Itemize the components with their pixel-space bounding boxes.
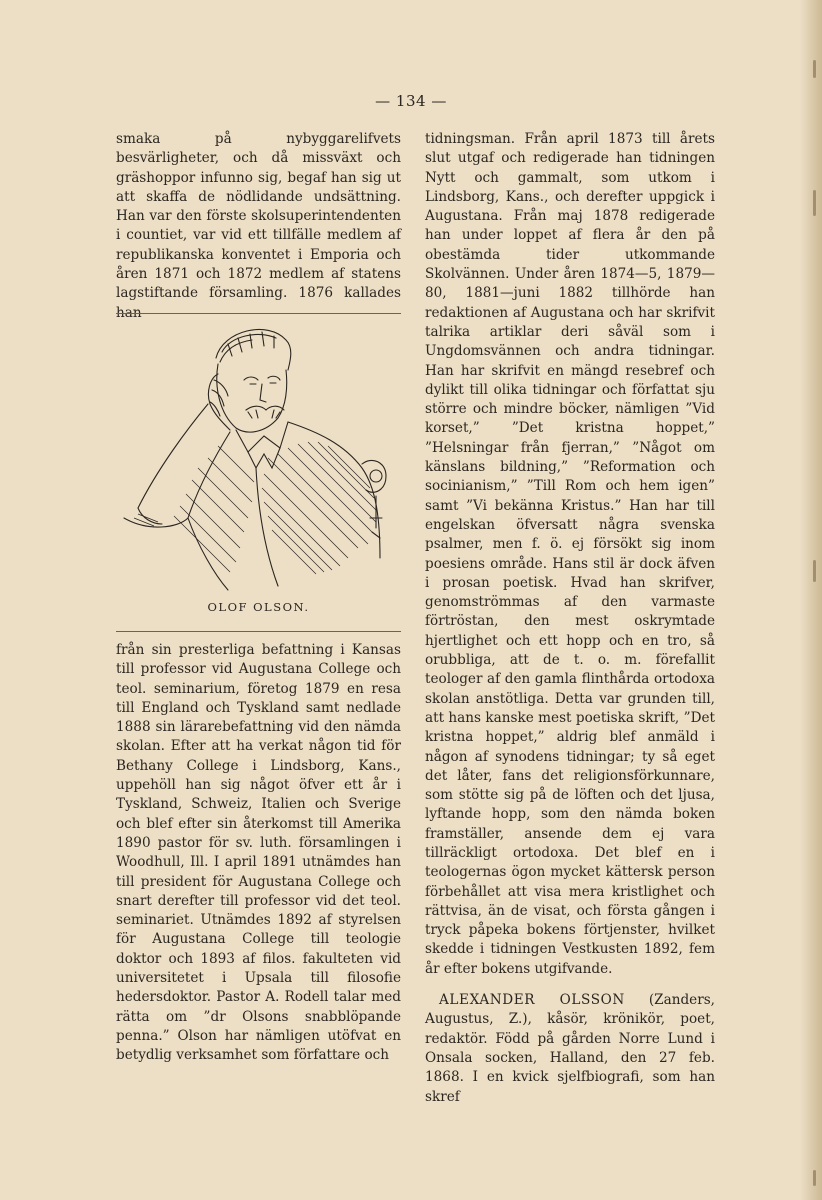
left-column-bottom xyxy=(116,641,401,1066)
edge-mark xyxy=(813,60,816,78)
edge-mark xyxy=(813,190,816,216)
right-column xyxy=(425,130,715,1107)
paragraph: från sin presterliga befattning i Kansas till professor vid Augustana College och teol. seminarium, företog 1879 en resa till England och Tyskland samt nedlade 1888 sin lärarebefattning vid den nämda skolan. Efter att ha verkat någon tid för Bethany College i Lindsborg, Kans., uppehöll han sig något öfver ett år i Tyskland, Schweiz, Italien och Sverige och blef efter sin återkomst till Amerika 1890 pastor för sv. luth. församlingen i Woodhull, Ill. I april 1891 utnämdes han till president för Augustana College och snart derefter till professor vid det teol. seminariet. Utnämdes 1892 af styrelsen för Augustana College till teologie doktor och 1893 af filos. fakulteten vid universitetet i Upsala till filosofie hedersdoktor. Pastor A. Rodell talar med rätta om ”dr Olsons snabblöpande penna.” Olson har nämligen utöfvat en betydlig verksamhet som författare och xyxy=(116,642,401,1064)
left-column-top xyxy=(116,130,401,323)
divider-rule xyxy=(116,631,401,632)
paragraph xyxy=(425,991,715,1107)
page-number: — 134 — xyxy=(375,92,447,110)
edge-mark xyxy=(813,1170,816,1186)
entry-text: (Zanders, Augustus, Z.), kåsör, krönikör, poet, redaktör. Född på gården Norre Lund i Onsala socken, Halland, den 27 feb. 1868. I en kvick sjelfbiografi, som han skref xyxy=(425,992,715,1105)
portrait-caption: OLOF OLSON. xyxy=(207,600,310,614)
paragraph: tidningsman. Från april 1873 till årets slut utgaf och redigerade han tidningen Nytt och gammalt, som utkom i Lindsborg, Kans., och derefter uppgick i Augustana. Från maj 1878 redigerade han under loppet af flera år den på obestämda tider utkommande Skolvännen. Under åren 1874—5, 1879—80, 1881—juni 1882 tillhörde han redaktionen af Augustana och har skrifvit talrika artiklar deri såväl som i Ungdomsvännen och andra tidningar. Han har skrifvit en mängd resebref och dylikt till olika tidningar och författat sju större och mindre böcker, nämligen ”Vid korset,” ”Det kristna hoppet,” ”Helsningar från fjerran,” ”Något om känslans bildning,” ”Reformation och socinianism,” ”Till Rom och hem igen” samt ”Vi bekänna Kristus.” Han har till engelskan öfversatt några svenska psalmer, men f. ö. ej försökt sig inom poesiens område. Hans stil är dock äfven i prosan poetisk. Hvad han skrifver, genomströmmas af den varmaste förtröstan, den mest oskrymtade hjertlighet och ett hopp och en tro, så orubbliga, att de t. o. m. förefallit teologer af den gamla flinthårda ortodoxa skolan anstötliga. Detta var grunden till, att hans kanske mest poetiska skrift, ”Det kristna hoppet,” aldrig blef anmäld i någon af synodens tidningar; ty så eget det låter, fans det religionsförkunnare, som stötte sig på de löften och det ljusa, lyftande hopp, som den nämda boken framställer, ansende dem ej vara tillräckligt ortodoxa. Det blef en i teologernas ögon mycket kättersk person förbehållet att visa mera kristlighet och rättvisa, än de visat, och första gången i tryck påpeka bokens förtjenster, hvilket skedde i tidningen Vestkusten 1892, fem år efter bokens utgifvande. xyxy=(425,131,715,977)
page-edge-shadow xyxy=(800,0,822,1200)
paragraph: smaka på nybyggarelifvets besvärligheter, och då missväxt och gräshoppor infunno sig, begaf han sig ut att skaffa de nödlidande undsättning. Han var den förste skolsuperintendenten i countiet, var vid ett tillfälle medlem af republikanska konventet i Emporia och åren 1871 och 1872 medlem af statens lagstiftande församling. 1876 kallades han xyxy=(116,131,401,321)
divider-rule xyxy=(116,313,401,314)
edge-mark xyxy=(813,560,816,582)
entry-name: ALEXANDER OLSSON xyxy=(439,992,625,1009)
portrait-engraving xyxy=(118,318,398,598)
